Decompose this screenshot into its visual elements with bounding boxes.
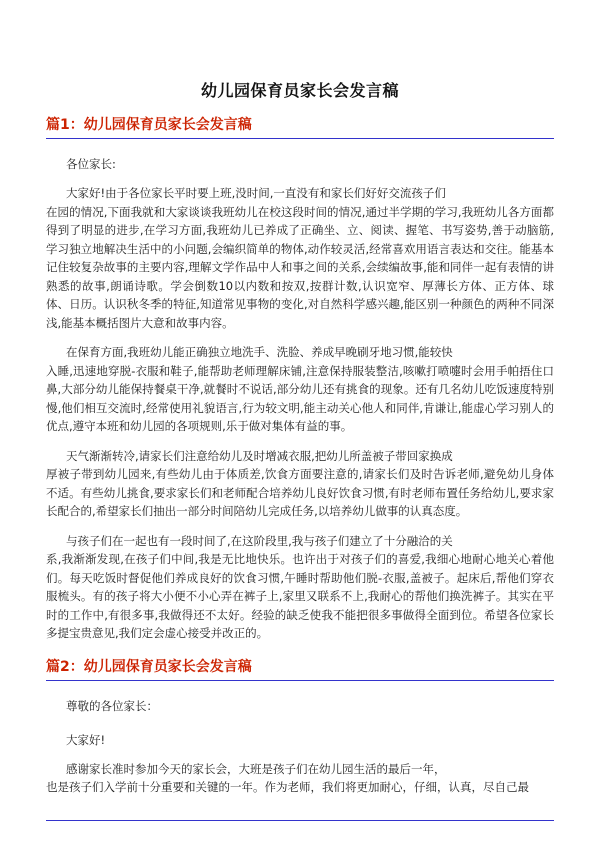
paragraph-first-line: 天气渐渐转冷,请家长们注意给幼儿及时增减衣服,把幼儿所盖被子带回家换成 bbox=[66, 448, 453, 463]
salutation-1: 各位家长: bbox=[66, 157, 116, 171]
paragraph-body: 系,我渐渐发现,在孩子们中间,我是无比地快乐。也许出于对孩子们的喜爱,我细心地耐心地关心着他们。每天吃饭时督促他们养成良好的饮食习惯,午睡时帮助他们脱-衣服,盖被子。起床后,帮他们穿衣服梳头。有的孩子将大小便不小心弄在裤子上,家里又联系不上,我耐心的帮他们换洗裤子。其实在平时的工作中,有很多事,我做得还不太好。经验的缺乏使我不能把很多事做得全面到位。希望各位家长多提宝贵意见,我们定会虚心接受并改正的。 bbox=[46, 552, 554, 640]
paragraph-2-1 bbox=[46, 760, 554, 797]
paragraph-1-1 bbox=[46, 184, 554, 332]
greeting: 大家好! bbox=[66, 732, 106, 747]
paragraph-first-line: 大家好!由于各位家长平时要上班,没时间,一直没有和家长们好好交流孩子们 bbox=[66, 186, 446, 200]
section-divider-1 bbox=[46, 138, 554, 139]
paragraph-body: 厚被子带到幼儿园来,有些幼儿由于体质差,饮食方面要注意的,请家长们及时告诉老师,避免幼儿身体不适。有些幼儿挑食,要求家长们和老师配合培养幼儿良好饮食习惯,有时老师布置任务给幼儿,要求家长配合的,希望家长们抽出一部分时间陪幼儿完成任务,以培养幼儿做事的认真态度。 bbox=[46, 467, 554, 518]
section-heading-2: 篇2：幼儿园保育员家长会发言稿 bbox=[46, 658, 252, 675]
paragraph-first-line: 与孩子们在一起也有一段时间了,在这阶段里,我与孩子们建立了十分融洽的关 bbox=[66, 533, 453, 548]
paragraph-body: 也是孩子们入学前十分重要和关键的一年。作为老师，我们将更加耐心，仔细，认真，尽自己最 bbox=[46, 780, 529, 794]
paragraph-1-4 bbox=[46, 532, 554, 643]
salutation-2: 尊敬的各位家长： bbox=[66, 698, 158, 713]
paragraph-body: 在园的情况,下面我就和大家谈谈我班幼儿在校这段时间的情况,通过半学期的学习,我班幼儿各方面都得到了明显的进步,在学习方面,我班幼儿已养成了正确坐、立、阅读、握笔、书写姿势,善于动脑筋,学习独立地解决生活中的小问题,会编织简单的物体,动作较灵活,经常喜欢用语言表达和交往。能基本记住较复杂故事的主要内容,理解文学作品中人和事之间的关系,会续编故事,能和同伴一起有表情的讲熟悉的故事,朗诵诗歌。学会倒数10以内数和按双,按群计数,认识宽窄、厚薄长方体、正方体、球体、日历。认识秋冬季的特征,知道常见事物的变化,对自然科学感兴趣,能区别一种颜色的两种不同深浅,能基本概括图片大意和故事内容。 bbox=[46, 204, 554, 330]
paragraph-1-2 bbox=[46, 343, 554, 436]
section-heading-1: 篇1：幼儿园保育员家长会发言稿 bbox=[46, 117, 252, 133]
paragraph-first-line: 感谢家长准时参加今天的家长会，大班是孩子们在幼儿园生活的最后一年， bbox=[66, 761, 446, 776]
paragraph-first-line: 在保育方面,我班幼儿能正确独立地洗手、洗脸、养成早晚刷牙地习惯,能较快 bbox=[66, 345, 453, 359]
paragraph-1-3 bbox=[46, 447, 554, 521]
paragraph-body: 入睡,迅速地穿脱-衣服和鞋子,能帮助老师理解床铺,注意保持服装整洁,咳嗽打喷嚏时会用手帕捂住口鼻,大部分幼儿能保持餐桌干净,就餐时不说话,部分幼儿还有挑食的现象。还有几名幼儿吃饭速度特别慢,他们相互交流时,经常使用礼貌语言,行为较文明,能主动关心他人和同伴,肯谦让,能虚心学习别人的优点,遵守本班和幼儿园的各项规则,乐于做对集体有益的事。 bbox=[46, 363, 554, 433]
page-bottom-divider bbox=[46, 820, 554, 821]
page-title: 幼儿园保育员家长会发言稿 bbox=[200, 81, 399, 100]
section-divider-2 bbox=[46, 680, 554, 681]
